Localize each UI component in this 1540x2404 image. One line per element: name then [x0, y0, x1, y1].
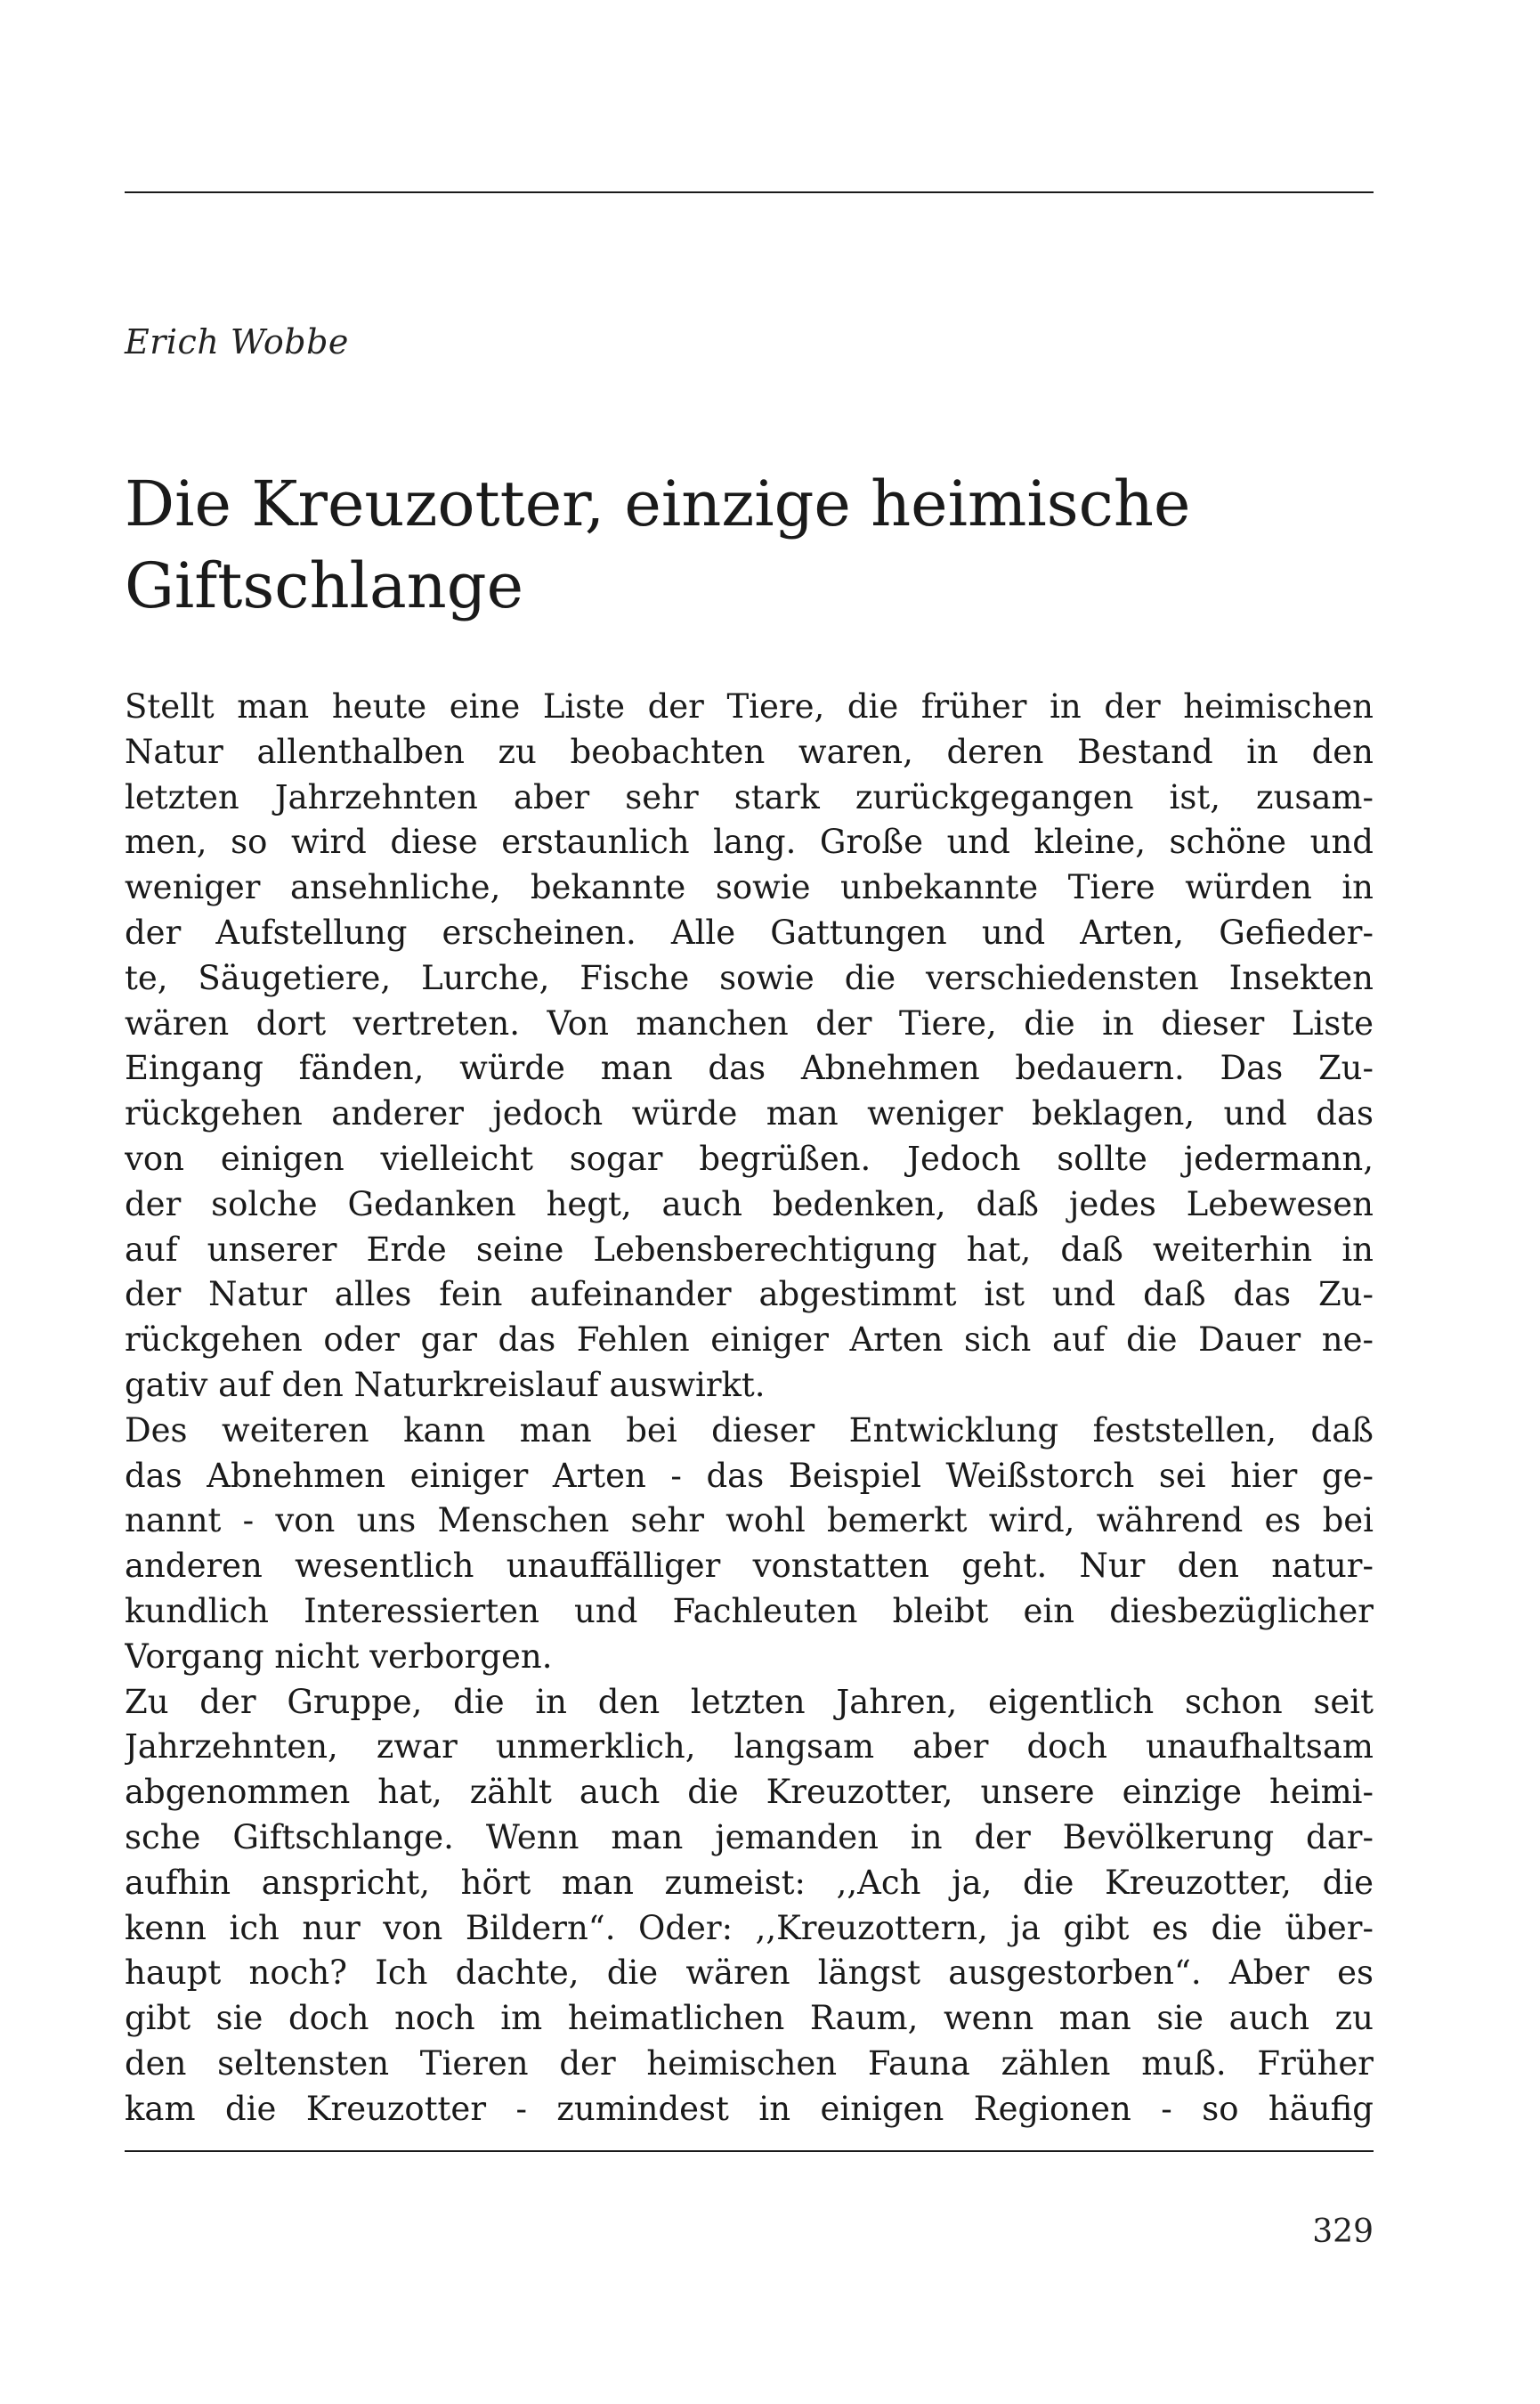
body-line: weniger ansehnliche, bekannte sowie unbekannte Tiere würden in — [125, 868, 1374, 907]
page-number: 329 — [1312, 2213, 1374, 2250]
author-name: Erich Wobbe — [125, 322, 349, 361]
body-line: rückgehen anderer jedoch würde man weniger beklagen, und das — [125, 1094, 1374, 1133]
body-line: gibt sie doch noch im heimatlichen Raum, wenn man sie auch zu — [125, 1999, 1374, 2038]
body-line: den seltensten Tieren der heimischen Fauna zählen muß. Früher — [125, 2043, 1374, 2083]
body-line: von einigen vielleicht sogar begrüßen. Jedoch sollte jedermann, — [125, 1139, 1374, 1178]
title-line: Giftschlange — [125, 549, 523, 622]
body-line: men, so wird diese erstaunlich lang. Große und kleine, schöne und — [125, 823, 1374, 862]
article-title — [125, 463, 1374, 627]
body-line: nannt - von uns Menschen sehr wohl bemerkt wird, während es bei — [125, 1501, 1374, 1540]
body-text — [125, 685, 1374, 2132]
body-line: sche Giftschlange. Wenn man jemanden in der Bevölkerung dar- — [125, 1817, 1374, 1856]
header-rule — [125, 191, 1374, 193]
body-line: Des weiteren kann man bei dieser Entwicklung feststellen, daß — [125, 1410, 1374, 1450]
body-line: kam die Kreuzotter - zumindest in einigen Regionen - so häufig — [125, 2089, 1374, 2128]
body-line: das Abnehmen einiger Arten - das Beispiel Weißstorch sei hier ge- — [125, 1456, 1374, 1495]
footer-rule — [125, 2150, 1374, 2152]
body-line: auf unserer Erde seine Lebensberechtigung hat, daß weiterhin in — [125, 1230, 1374, 1269]
body-line: rückgehen oder gar das Fehlen einiger Arten sich auf die Dauer ne- — [125, 1320, 1374, 1360]
body-line: Eingang fänden, würde man das Abnehmen bedauern. Das Zu- — [125, 1049, 1374, 1088]
body-line: der Aufstellung erscheinen. Alle Gattungen und Arten, Gefieder- — [125, 913, 1374, 952]
body-line: haupt noch? Ich dachte, die wären längst ausgestorben“. Aber es — [125, 1953, 1374, 1993]
body-line: der Natur alles fein aufeinander abgestimmt ist und daß das Zu- — [125, 1275, 1374, 1314]
body-line: Jahrzehnten, zwar unmerklich, langsam aber doch unaufhaltsam — [125, 1727, 1374, 1766]
body-line: kenn ich nur von Bildern“. Oder: ,,Kreuzottern, ja gibt es die über- — [125, 1908, 1374, 1947]
body-line: Natur allenthalben zu beobachten waren, deren Bestand in den — [125, 732, 1374, 771]
body-line: Zu der Gruppe, die in den letzten Jahren, eigentlich schon seit — [125, 1682, 1374, 1721]
body-line: Stellt man heute eine Liste der Tiere, die früher in der heimischen — [125, 687, 1374, 726]
body-line: gativ auf den Naturkreislauf auswirkt. — [125, 1365, 766, 1404]
body-line: abgenommen hat, zählt auch die Kreuzotter, unsere einzige heimi- — [125, 1773, 1374, 1812]
body-line: anderen wesentlich unauffälliger vonstatten geht. Nur den natur- — [125, 1547, 1374, 1586]
body-line: kundlich Interessierten und Fachleuten bleibt ein diesbezüglicher — [125, 1591, 1374, 1630]
body-line: der solche Gedanken hegt, auch bedenken, daß jedes Lebewesen — [125, 1184, 1374, 1223]
body-line: wären dort vertreten. Von manchen der Tiere, die in dieser Liste — [125, 1003, 1374, 1043]
title-line: Die Kreuzotter, einzige heimische — [125, 467, 1191, 540]
body-line: letzten Jahrzehnten aber sehr stark zurückgegangen ist, zusam- — [125, 777, 1374, 816]
body-line: Vorgang nicht verborgen. — [125, 1637, 553, 1676]
body-line: aufhin anspricht, hört man zumeist: ,,Ach ja, die Kreuzotter, die — [125, 1863, 1374, 1902]
body-line: te, Säugetiere, Lurche, Fische sowie die verschiedensten Insekten — [125, 958, 1374, 997]
